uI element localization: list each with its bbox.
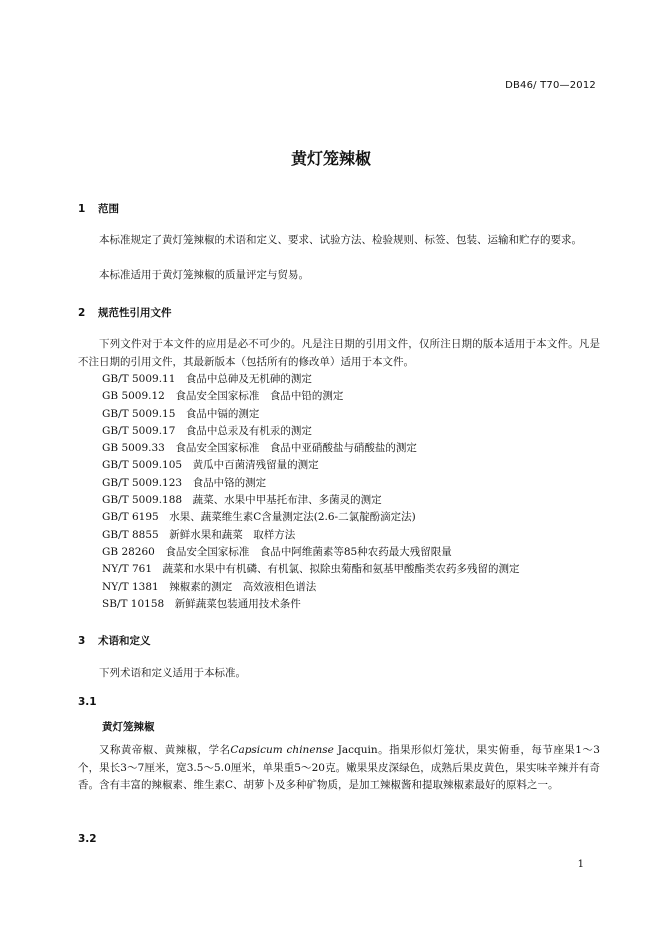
- reference-item: [102, 440, 520, 457]
- reference-title: 食品安全国家标准 食品中亚硝酸盐与硝酸盐的测定: [175, 442, 417, 455]
- reference-title: 食品安全国家标准 食品中铅的测定: [175, 390, 344, 403]
- scope-para1-line1: 本标准规定了黄灯笼辣椒的术语和定义、要求、试验方法、检验规则、标签、包装、运输和贮存的: [99, 234, 551, 246]
- scope-paragraph-2: 本标准适用于黄灯笼辣椒的质量评定与贸易。: [99, 269, 309, 281]
- reference-item: [102, 579, 520, 596]
- latin-name: Capsicum chinense: [230, 744, 334, 756]
- reference-item: [102, 457, 520, 474]
- reference-code: NY/T 761: [102, 563, 153, 576]
- section-heading-terms: [78, 633, 151, 648]
- term-number-3-1: 3.1: [78, 696, 97, 708]
- section-title: 范围: [98, 203, 119, 215]
- reference-item: [102, 423, 520, 440]
- section-heading-normative: [78, 305, 172, 320]
- reference-title: 食品安全国家标准 食品中阿维菌素等85种农药最大残留限量: [165, 545, 452, 558]
- normative-intro-paragraph: [78, 336, 600, 371]
- term-title: 黄灯笼辣椒: [102, 721, 155, 733]
- section-number: 3: [78, 635, 86, 647]
- scope-para1-line2: 要求。: [550, 234, 582, 246]
- reference-item: [102, 561, 520, 578]
- term-definition: [78, 742, 600, 795]
- section-number: 2: [78, 307, 86, 319]
- reference-title: 蔬菜和水果中有机磷、有机氯、拟除虫菊酯和氨基甲酸酯类农药多残留的测定: [162, 563, 520, 576]
- reference-code: NY/T 1381: [102, 580, 159, 593]
- reference-code: GB/T 5009.105: [102, 459, 183, 472]
- normative-intro-line2: 件。凡是不注日期的引用文件，其最新版本（包括所有的修改单）适用于本文件。: [78, 338, 601, 368]
- reference-title: 蔬菜、水果中甲基托布津、多菌灵的测定: [192, 494, 382, 507]
- reference-code: GB/T 5009.11: [102, 373, 176, 385]
- reference-item: [102, 475, 520, 492]
- section-title: 规范性引用文件: [98, 307, 172, 319]
- terms-intro: 下列术语和定义适用于本标准。: [99, 667, 246, 679]
- reference-title: 辣椒素的测定 高效液相色谱法: [169, 580, 317, 593]
- reference-title: 水果、蔬菜维生素C含量测定法(2.6-二氯靛酚滴定法): [169, 511, 416, 524]
- document-title: 黄灯笼辣椒: [290, 149, 371, 168]
- reference-item: [102, 371, 520, 388]
- normative-intro-line1: 下列文件对于本文件的应用是必不可少的。凡是注日期的引用文件，仅所注日期的版本适用于本文: [99, 338, 558, 350]
- reference-title: 食品中总砷及无机砷的测定: [185, 373, 312, 385]
- reference-code: SB/T 10158: [102, 597, 165, 610]
- reference-item: [102, 492, 520, 509]
- reference-title: 食品中铬的测定: [192, 476, 267, 489]
- reference-title: 新鲜蔬菜包装通用技术条件: [174, 597, 301, 610]
- reference-code: GB 5009.33: [102, 442, 165, 455]
- reference-code: GB/T 5009.123: [102, 476, 183, 489]
- reference-code: GB/T 8855: [102, 528, 159, 541]
- author-name: Jacquin: [337, 744, 378, 756]
- reference-title: 食品中镉的测定: [185, 407, 260, 420]
- reference-item: [102, 544, 520, 561]
- reference-title: 新鲜水果和蔬菜 取样方法: [169, 528, 296, 541]
- scope-paragraph-1: [78, 232, 600, 250]
- reference-item: [102, 388, 520, 405]
- document-number: DB46/ T70—2012: [505, 80, 596, 91]
- reference-code: GB 5009.12: [102, 390, 165, 403]
- reference-list: [102, 371, 520, 613]
- reference-item: [102, 406, 520, 423]
- reference-code: GB/T 6195: [102, 511, 159, 524]
- definition-text-pre: 又称黄帝椒、黄辣椒，学名: [99, 744, 231, 756]
- reference-item: [102, 527, 520, 544]
- reference-title: 食品中总汞及有机汞的测定: [185, 424, 312, 437]
- section-number: 1: [78, 203, 86, 215]
- term-number-3-2: 3.2: [78, 833, 97, 845]
- reference-code: GB/T 5009.188: [102, 494, 183, 507]
- reference-item: [102, 509, 520, 526]
- reference-code: GB/T 5009.15: [102, 407, 176, 420]
- reference-item: [102, 596, 520, 613]
- reference-code: GB/T 5009.17: [102, 424, 176, 437]
- reference-title: 黄瓜中百菌清残留量的测定: [192, 459, 319, 472]
- reference-code: GB 28260: [102, 545, 155, 558]
- page-number: 1: [577, 859, 584, 870]
- section-heading-scope: [78, 201, 119, 216]
- definition-text-post: 。指果形似灯笼状，果实俯垂，每节座果1～3个，果长3～7厘米，宽3.5～5.0厘米，单果重5～20克。嫩果果皮深绿色，成熟后果皮黄色，果实味辛辣并有奇香。含有丰富的辣椒素、维生素C、胡萝卜及多种矿物质，是加工辣椒酱和提取辣椒素最好的原料之一。: [78, 744, 600, 791]
- section-title: 术语和定义: [98, 635, 151, 647]
